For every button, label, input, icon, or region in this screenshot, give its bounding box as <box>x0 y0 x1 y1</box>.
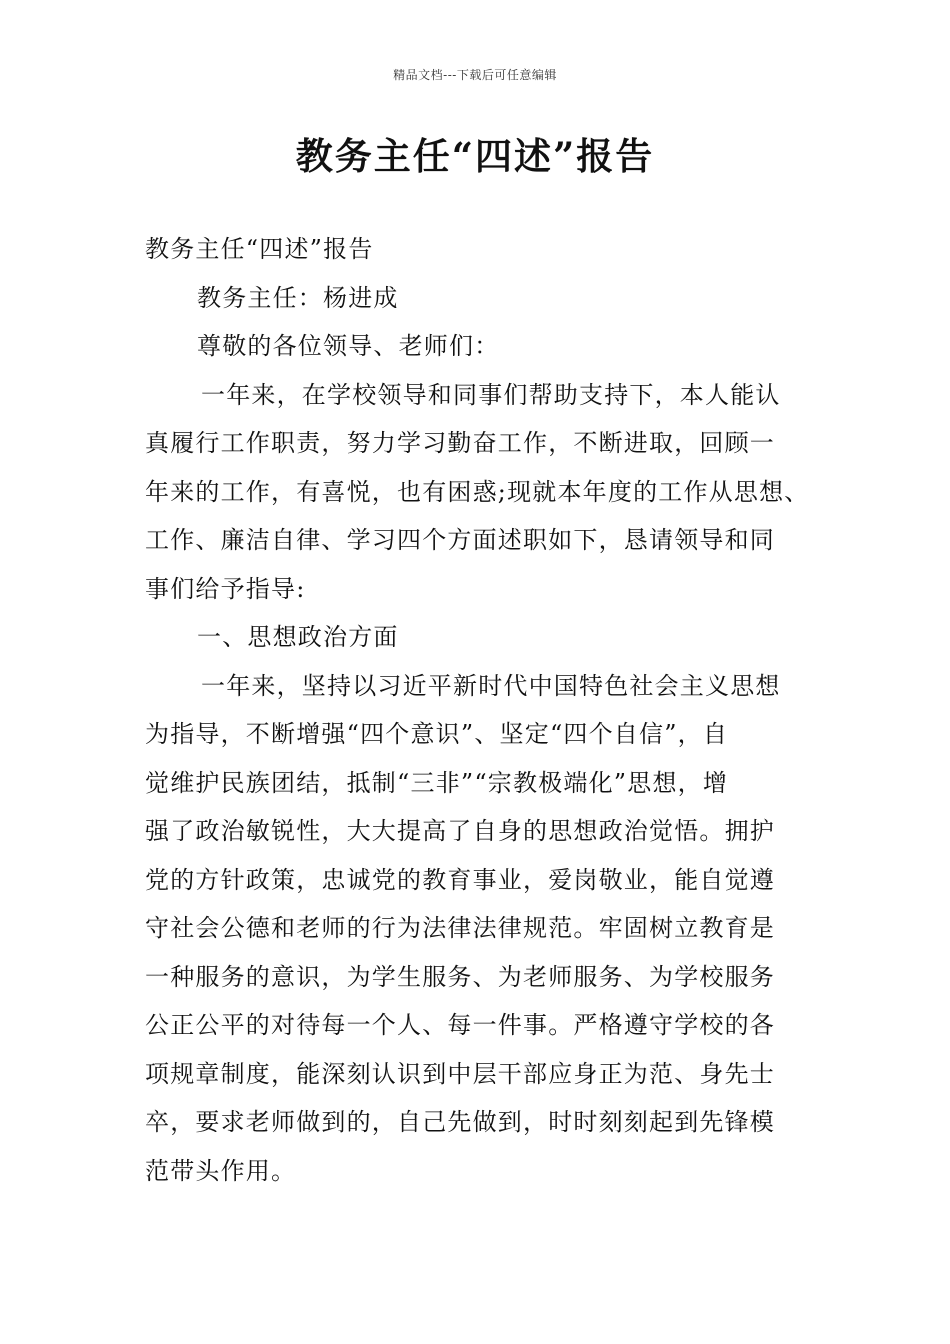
paragraph-line: 公正公平的对待每一个人、每一件事。严格遵守学校的各 <box>145 1011 775 1039</box>
section-heading: 一、思想政治方面 <box>197 623 399 651</box>
header-note: 精品文档---下载后可任意编辑 <box>393 68 557 82</box>
paragraph-line: 强了政治敏锐性，大大提高了自身的思想政治觉悟。拥护 <box>145 817 775 845</box>
paragraph-line: 觉维护民族团结，抵制“三非”“宗教极端化”思想，增 <box>145 768 729 797</box>
paragraph-1 <box>145 371 810 614</box>
paragraph-line: 年来的工作，有喜悦，也有困惑;现就本年度的工作从思想、 <box>145 477 810 506</box>
author-line: 教务主任：杨进成 <box>197 283 399 312</box>
greeting-line: 尊敬的各位领导、老师们： <box>197 332 500 360</box>
paragraph-2 <box>145 662 807 1196</box>
paragraph-line: 项规章制度，能深刻认识到中层干部应身正为范、身先士 <box>145 1059 775 1088</box>
paragraph-line: 党的方针政策，忠诚党的教育事业，爱岗敬业，能自觉遵 <box>145 865 775 894</box>
paragraph-line: 真履行工作职责，努力学习勤奋工作，不断进取，回顾一 <box>145 429 775 457</box>
paragraph-line: 一种服务的意识，为学生服务、为老师服务、为学校服务 <box>145 962 775 991</box>
paragraph-line: 一年来，在学校领导和同事们帮助支持下，本人能认 <box>201 380 781 409</box>
subtitle-line: 教务主任“四述”报告 <box>145 235 374 263</box>
document-title: 教务主任“四述”报告 <box>295 134 655 178</box>
paragraph-line: 为指导，不断增强“四个意识”、坚定“四个自信”，自 <box>145 720 729 748</box>
paragraph-line: 范带头作用。 <box>145 1156 297 1185</box>
paragraph-line: 一年来，坚持以习近平新时代中国特色社会主义思想 <box>201 671 781 700</box>
paragraph-line: 工作、廉洁自律、学习四个方面述职如下，恳请领导和同 <box>145 526 775 554</box>
paragraph-line: 事们给予指导: <box>145 574 306 603</box>
paragraph-line: 守社会公德和老师的行为法律法律规范。牢固树立教育是 <box>145 914 775 942</box>
paragraph-line: 卒，要求老师做到的，自己先做到，时时刻刻起到先锋模 <box>145 1108 775 1136</box>
document-body <box>145 225 810 1195</box>
